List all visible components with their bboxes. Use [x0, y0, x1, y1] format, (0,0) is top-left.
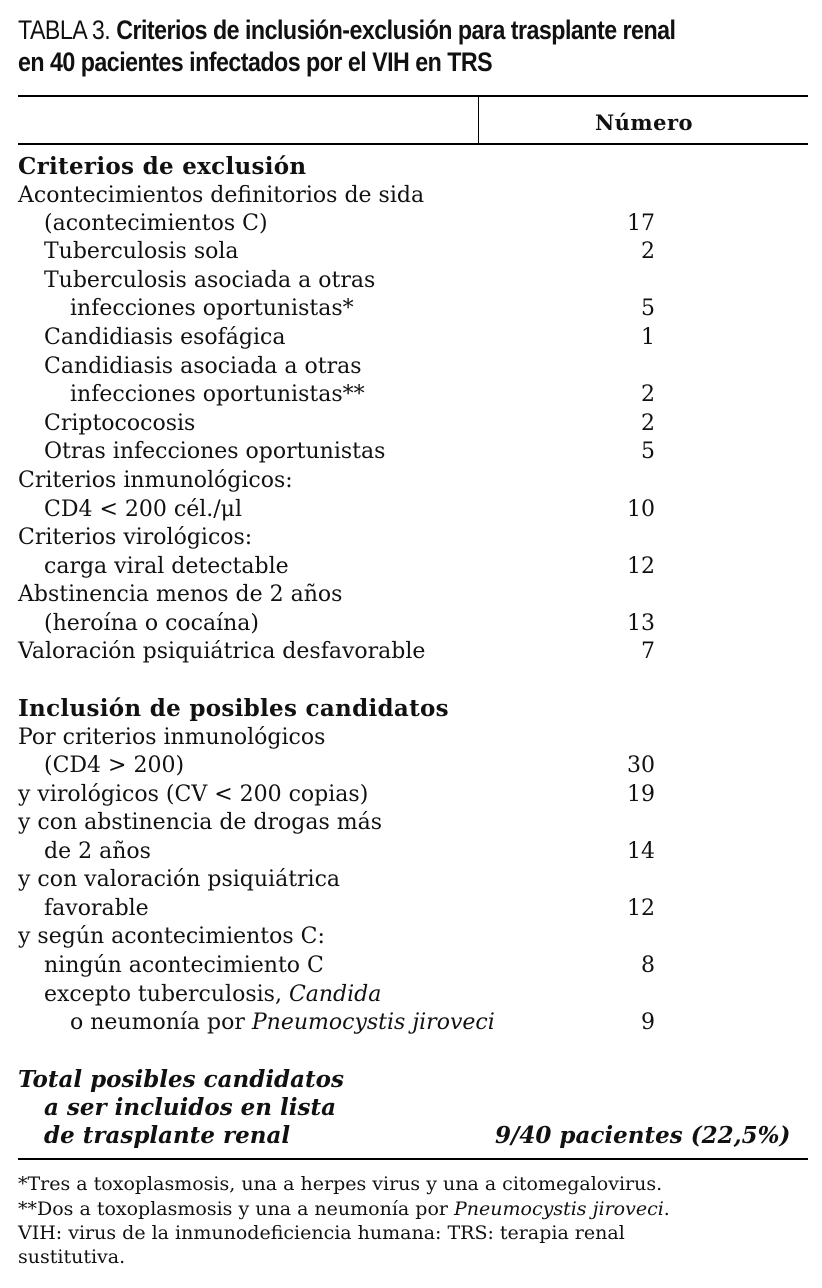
row-text-italic: Pneumocystis jiroveci: [251, 1010, 495, 1035]
footnote-4: sustitutiva.: [18, 1246, 126, 1268]
row-value: 2: [641, 411, 655, 436]
row-value: 7: [641, 639, 655, 664]
footnote-1: *Tres a toxoplasmosis, una a herpes virus y una a citomegalovirus.: [18, 1173, 663, 1195]
row-value: 5: [641, 296, 655, 321]
table-row: Tuberculosis asociada a otras: [44, 268, 376, 293]
total-value: 9/40 pacientes (22,5%): [495, 1122, 791, 1149]
table-row: Criptococosis: [44, 411, 196, 436]
row-value: 1: [641, 325, 655, 350]
table-row: y con abstinencia de drogas más: [18, 810, 383, 835]
table-row: infecciones oportunistas*: [70, 296, 354, 321]
table-title-line1: [18, 14, 697, 46]
row-value: 13: [627, 611, 655, 636]
table-row: [18, 981, 381, 1009]
footnote-2: [18, 1197, 670, 1221]
table-row: (CD4 > 200): [44, 753, 185, 778]
table-row: Criterios virológicos:: [18, 525, 253, 550]
footnote-2-text: **Dos a toxoplasmosis y una a neumonía por: [18, 1198, 455, 1220]
number-column-header: Número: [594, 110, 694, 135]
row-value: 9: [641, 1010, 655, 1035]
table-row: (heroína o cocaína): [44, 611, 259, 636]
total-label-line3: de trasplante renal: [44, 1122, 291, 1149]
row-value: 2: [641, 239, 655, 264]
table-title: [18, 14, 697, 78]
table-row: Tuberculosis sola: [44, 239, 239, 264]
total-label-line2: a ser incluidos en lista: [44, 1094, 336, 1121]
table-row: Valoración psiquiátrica desfavorable: [18, 639, 426, 664]
table-row: favorable: [44, 896, 149, 921]
table-label: TABLA 3.: [18, 15, 111, 45]
table-row: Otras infecciones oportunistas: [44, 439, 386, 464]
row-value: 30: [627, 753, 655, 778]
table-row: carga viral detectable: [44, 554, 289, 579]
inclusion-heading: Inclusión de posibles candidatos: [18, 695, 449, 722]
top-rule: [18, 95, 808, 97]
exclusion-heading: Criterios de exclusión: [18, 153, 307, 180]
table-row: [18, 1009, 495, 1037]
total-label-line1: Total posibles candidatos: [18, 1066, 344, 1093]
table-row: Criterios inmunológicos:: [18, 468, 293, 493]
table-row: CD4 < 200 cél./μl: [44, 497, 242, 522]
header-rule: [18, 143, 808, 145]
row-value: 12: [627, 896, 655, 921]
footnote-2-italic: Pneumocystis jiroveci: [454, 1198, 664, 1220]
table-row: y según acontecimientos C:: [18, 924, 325, 949]
table-row: Acontecimientos definitorios de sida: [18, 183, 425, 208]
table-row: (acontecimientos C): [44, 211, 268, 236]
header-divider: [478, 96, 479, 144]
table-row: Candidiasis asociada a otras: [44, 354, 362, 379]
row-text: excepto tuberculosis,: [44, 982, 289, 1007]
table-row: Por criterios inmunológicos: [18, 725, 326, 750]
row-value: 2: [641, 382, 655, 407]
bottom-rule: [18, 1158, 808, 1160]
row-value: 10: [627, 497, 655, 522]
row-value: 12: [627, 554, 655, 579]
table-title-text-1: Criterios de inclusión-exclusión para trasplante renal: [116, 15, 676, 45]
row-value: 19: [627, 782, 655, 807]
row-value: 14: [627, 839, 655, 864]
row-value: 8: [641, 953, 655, 978]
table-row: infecciones oportunistas**: [70, 382, 365, 407]
footnote-2-end: .: [663, 1198, 670, 1220]
table-row: ningún acontecimiento C: [44, 953, 324, 978]
table-row: y virológicos (CV < 200 copias): [18, 782, 369, 807]
table-row: Candidiasis esofágica: [44, 325, 286, 350]
table-row: y con valoración psiquiátrica: [18, 867, 341, 892]
row-text-italic: Candida: [288, 982, 382, 1007]
table-row: de 2 años: [44, 839, 151, 864]
row-text: o neumonía por: [70, 1010, 252, 1035]
footnote-3: VIH: virus de la inmunodeficiencia humana: TRS: terapia renal: [18, 1222, 625, 1244]
row-value: 17: [627, 211, 655, 236]
table-title-text-2: en 40 pacientes infectados por el VIH en TRS: [18, 47, 493, 77]
table-row: Abstinencia menos de 2 años: [18, 582, 343, 607]
row-value: 5: [641, 439, 655, 464]
